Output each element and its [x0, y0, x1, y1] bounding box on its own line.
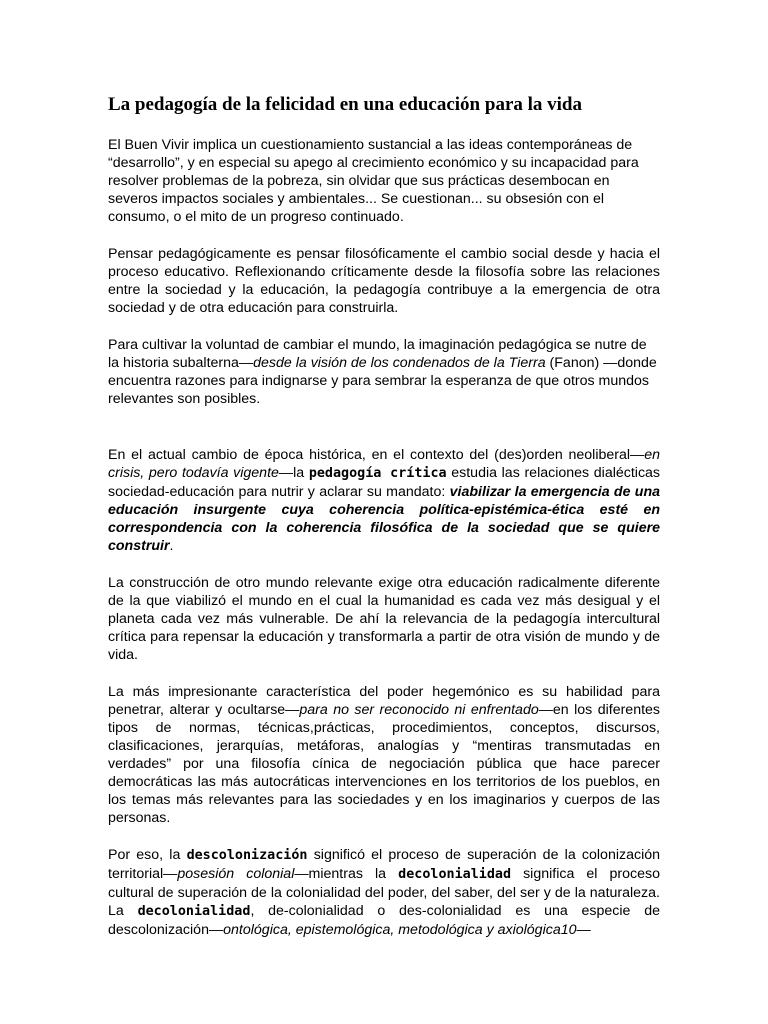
- text-run: significó el proceso de superación de la colonización territorial—: [108, 847, 660, 882]
- text-run: (Fanon) —donde encuentra razones para indignarse y para sembrar la esperanza de que otros mundos relevantes son posibles.: [108, 355, 657, 407]
- text-run: —en los diferentes tipos de normas, técnicas,prácticas, procedimientos, conceptos, discursos, clasificaciones, jerarquías, metáforas, analogías y “mentiras transmutadas en verdades” por una filosofía cínica de negociación pública que hace parecer democráticas las más autocráticas intervenciones en los territorios de los pueblos, en los temas más relevantes para las sociedades y en los imaginarios y cuerpos de las personas.: [108, 702, 661, 826]
- bold-term: pedagogía crítica: [308, 466, 447, 481]
- text-run: La más impresionante característica del poder hegemónico es su habilidad para penetrar, alterar y ocultarse—: [108, 684, 660, 718]
- bold-term: decolonialidad: [137, 904, 251, 919]
- text-run: , de-colonialidad o des-colonialidad es una especie de descolonización—: [108, 903, 660, 938]
- text-run: Para cultivar la voluntad de cambiar el mundo, la imaginación pedagógica se nutre de la historia subalterna—: [108, 337, 647, 371]
- text-run: Por eso, la: [108, 847, 187, 863]
- paragraph-pensar-pedagogicamente: Pensar pedagógicamente es pensar filosóficamente el cambio social desde y hacia el proceso educativo. Reflexionando críticamente desde la filosofía sobre las relaciones entre la sociedad y la educación, la pedagogía contribuye a la emergencia de otra sociedad y de otra educación para construirla.: [108, 246, 660, 316]
- text-run: significa el proceso cultural de superación de la colonialidad del poder, del saber, del ser y de la naturaleza. La: [108, 866, 660, 919]
- text-run: .: [169, 538, 174, 554]
- text-run: —la: [278, 465, 309, 481]
- paragraph-buen-vivir: El Buen Vivir implica un cuestionamiento sustancial a las ideas contemporáneas de “desarrollo”, y en especial su apego al crecimiento económico y su incapacidad para resolver problemas de la pobreza, sin olvidar que sus prácticas desembocan en severos impactos sociales y ambientales... Se cuestionan... su obsesión con el consumo, o el mito de un progreso continuado.: [108, 137, 639, 225]
- text-run: En el actual cambio de época histórica, en el contexto del (des)orden neoliberal—: [108, 447, 645, 463]
- paragraph-cambio-de-epoca: [108, 446, 660, 555]
- italic-text: ontológica, epistemológica, metodológica y axiológica10: [223, 922, 577, 938]
- text-run: estudia las relaciones dialécticas sociedad-educación para nutrir y aclarar su mandato:: [108, 465, 661, 500]
- paragraph-poder-hegemonico: [108, 683, 660, 827]
- paragraph-cultivar-voluntad: [108, 336, 660, 408]
- text-run: —: [576, 922, 591, 938]
- italic-text: para no ser reconocido ni enfrentado: [299, 702, 539, 718]
- italic-text: en crisis, pero todavía vigente: [108, 447, 660, 481]
- paragraph-descolonizacion: [108, 846, 660, 939]
- italic-text: desde la visión de los condenados de la Tierra: [253, 355, 546, 371]
- bold-term: decolonialidad: [398, 867, 512, 882]
- document-title: La pedagogía de la felicidad en una educación para la vida: [108, 94, 582, 115]
- bold-term: descolonización: [186, 848, 308, 863]
- paragraph-otro-mundo: La construcción de otro mundo relevante exige otra educación radicalmente diferente de la que viabilizó el mundo en el cual la humanidad es cada vez más desigual y el planeta cada vez más vulnerable. De ahí la relevancia de la pedagogía intercultural crítica para repensar la educación y transformarla a partir de otra visión de mundo y de vida.: [108, 575, 660, 663]
- bold-italic-mandate: viabilizar la emergencia de una educación insurgente cuya coherencia política-epistémica-ética esté en correspondencia con la coherencia filosófica de la sociedad que se quiere construir: [108, 484, 660, 554]
- italic-text: posesión colonial: [177, 866, 295, 882]
- text-run: —mientras la: [294, 866, 399, 882]
